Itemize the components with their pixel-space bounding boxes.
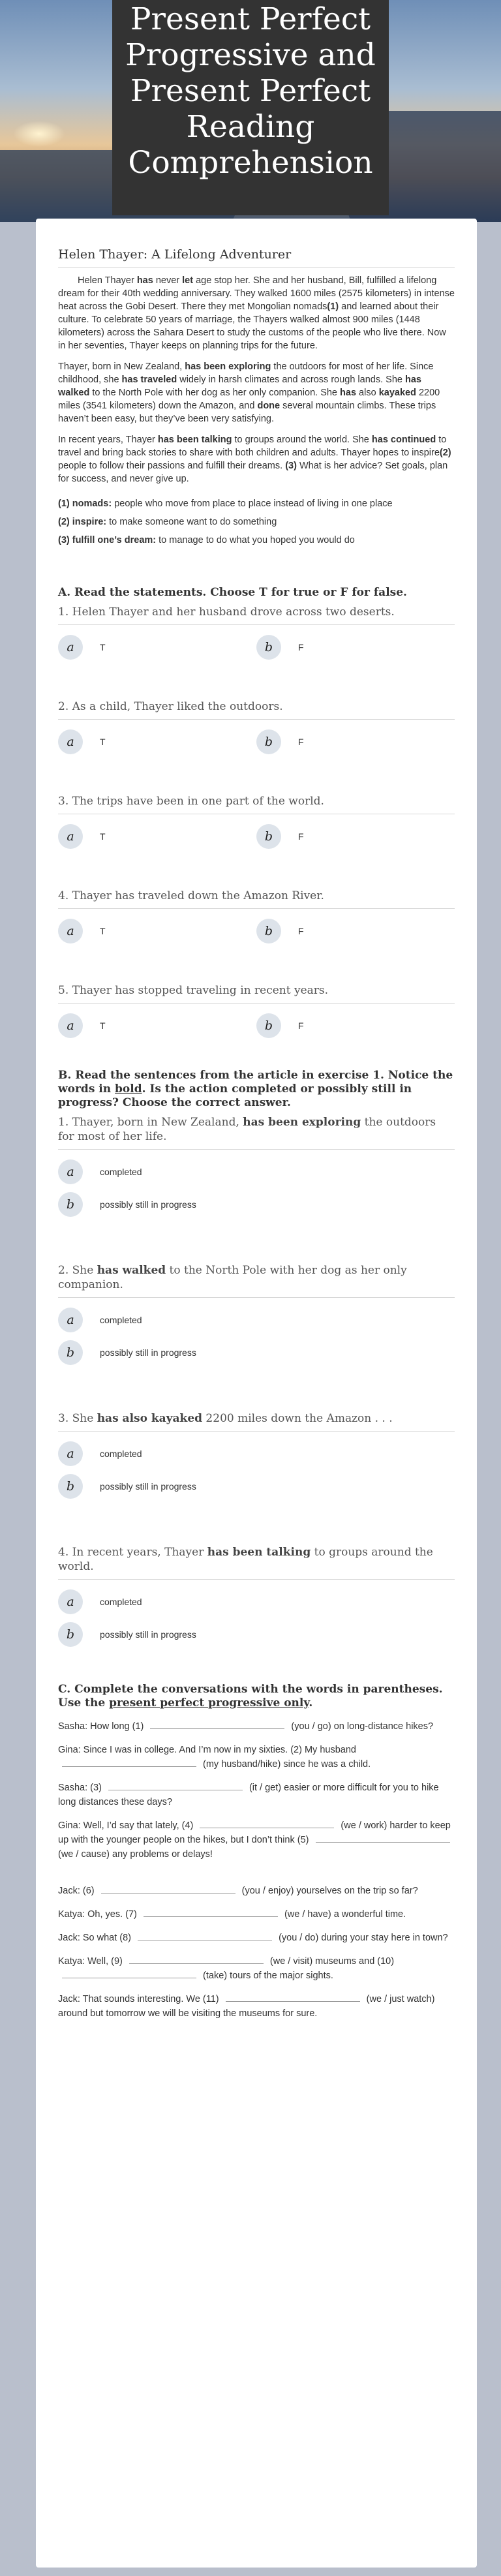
conversation-text: (my husband/hike) since he was a child. [200, 1759, 371, 1770]
title-line: Present Perfect [130, 73, 371, 109]
answer-option-b[interactable] [256, 823, 455, 850]
answer-options [58, 1589, 455, 1648]
answer-option-b[interactable] [58, 1340, 455, 1366]
answer-options [58, 634, 455, 660]
title-line: Present Perfect [130, 1, 371, 37]
option-label: possibly still in progress [100, 1199, 196, 1210]
question-pre: 4. In recent years, Thayer [58, 1546, 207, 1559]
title-box [112, 0, 389, 215]
text-run: to groups around the world. She [232, 435, 372, 445]
answer-option-a[interactable] [58, 823, 256, 850]
question-text: 2. As a child, Thayer liked the outdoors. [58, 699, 455, 720]
answer-option-b[interactable] [58, 1621, 455, 1648]
answer-option-b[interactable] [256, 1013, 455, 1039]
answer-option-a[interactable] [58, 1307, 455, 1333]
question-bold: has also kayaked [97, 1412, 203, 1425]
question-spacer [58, 1224, 455, 1258]
section-c-title: C. Complete the conversations with the words in parentheses. Use the present perfect progressive only. [58, 1683, 443, 1710]
option-letter-badge[interactable]: a [58, 1159, 83, 1184]
question-spacer [58, 755, 455, 789]
answer-option-a[interactable] [58, 1013, 256, 1039]
question-spacer [58, 850, 455, 883]
fill-blank-input[interactable] [129, 1954, 264, 1964]
glossary [58, 497, 455, 547]
option-label: possibly still in progress [100, 1481, 196, 1492]
answer-option-a[interactable] [58, 918, 256, 944]
text-run: Helen Thayer [78, 275, 137, 286]
question-spacer [58, 944, 455, 978]
conversation-text: (you / do) during your stay here in town? [276, 1933, 448, 1943]
question-pre: 3. She [58, 1412, 97, 1425]
option-letter-badge[interactable]: b [256, 1013, 281, 1038]
question-spacer [58, 1506, 455, 1540]
option-letter-badge[interactable]: b [58, 1474, 83, 1499]
option-label: completed [100, 1315, 142, 1325]
conversation-line [58, 1907, 455, 1922]
title-line: Comprehension [128, 145, 373, 181]
fill-blank-input[interactable] [226, 1992, 360, 2002]
option-label: F [298, 831, 304, 842]
option-label: completed [100, 1167, 142, 1177]
glossary-item: (2) inspire: to make someone want to do something [58, 517, 277, 527]
question-text [58, 1411, 455, 1432]
conversation-2 [58, 1884, 455, 2021]
glossary-item: (1) nomads: people who move from place to place instead of living in one place [58, 498, 393, 509]
question-text [58, 1115, 455, 1150]
section-a-title: A. Read the statements. Choose T for true or F for false. [58, 586, 407, 599]
conversation-line [58, 1884, 455, 1898]
answer-options [58, 1159, 455, 1218]
bold-phrase: (3) [285, 461, 297, 471]
question-post: to groups around the world. [58, 1546, 433, 1573]
bold-phrase: kayaked [378, 388, 416, 398]
bold-phrase: (1) [327, 301, 339, 312]
conversation-line [58, 1818, 455, 1862]
conversation-text: Sasha: How long (1) [58, 1721, 147, 1732]
conversation-text: (we / work) harder to keep up with the younger people on the hikes, but I don’t think (5) [58, 1820, 451, 1845]
answer-options [58, 823, 455, 850]
conversation-text: Jack: So what (8) [58, 1933, 134, 1943]
answer-options [58, 1307, 455, 1366]
fill-blank-input[interactable] [62, 1969, 196, 1978]
option-letter-badge[interactable]: b [58, 1340, 83, 1365]
option-letter-badge[interactable]: a [58, 919, 83, 943]
conversation-text: Gina: Well, I’d say that lately, (4) [58, 1820, 196, 1831]
answer-option-b[interactable] [256, 634, 455, 660]
option-letter-badge[interactable]: b [58, 1622, 83, 1647]
option-letter-badge[interactable]: a [58, 824, 83, 849]
fill-blank-input[interactable] [62, 1757, 196, 1767]
conversation-line [58, 1954, 455, 1983]
question-text: 1. Helen Thayer and her husband drove across two deserts. [58, 605, 455, 625]
option-letter-badge[interactable]: a [58, 635, 83, 660]
option-letter-badge[interactable]: a [58, 729, 83, 754]
bold-phrase: has been talking [157, 435, 232, 445]
conversation-text: (we / just watch) around but tomorrow we will be visiting the museums for sure. [58, 1994, 435, 2019]
answer-options [58, 1441, 455, 1499]
answer-option-a[interactable] [58, 1159, 455, 1185]
hero-banner [0, 0, 501, 222]
conversation-text: Katya: Oh, yes. (7) [58, 1909, 140, 1920]
section-a-questions [58, 605, 455, 1039]
answer-option-a[interactable] [58, 1441, 455, 1467]
conversation-text: (you / enjoy) yourselves on the trip so far? [239, 1886, 418, 1896]
article-title: Helen Thayer: A Lifelong Adventurer [58, 247, 455, 268]
conversation-text: Jack: (6) [58, 1886, 97, 1896]
bold-phrase: let [182, 275, 194, 286]
text-run: people to follow their passions and fulfill their dreams. [58, 461, 286, 471]
text-run: also [356, 388, 379, 398]
fill-blank-input[interactable] [101, 1884, 235, 1894]
title-line: Reading [186, 109, 315, 145]
glossary-item: (3) fulfill one’s dream: to manage to do what you hoped you would do [58, 535, 355, 545]
content-card [36, 219, 477, 2568]
fill-blank-input[interactable] [138, 1931, 272, 1940]
conversation-line [58, 1931, 455, 1945]
option-label: T [100, 831, 106, 842]
option-label: F [298, 642, 304, 652]
question-bold: has walked [97, 1264, 166, 1277]
option-label: completed [100, 1597, 142, 1607]
bold-phrase: (2) [439, 448, 451, 458]
option-letter-badge[interactable]: b [256, 729, 281, 754]
question-text: 4. Thayer has traveled down the Amazon River. [58, 889, 455, 909]
sun-glow [13, 121, 65, 147]
conversation-line [58, 1781, 455, 1809]
conversation-text: (we / cause) any problems or delays! [58, 1849, 213, 1860]
fill-blank-input[interactable] [200, 1818, 334, 1828]
conversation-line [58, 1719, 455, 1734]
conversation-text: Gina: Since I was in college. And I’m now in my sixties. (2) My husband [58, 1745, 356, 1755]
text-run: age stop her. She and her husband, Bill, fulfilled a lifelong dream for their 40th wedding anniversary. They walked 1600 miles (2575 kilometers) in intense heat across the Gobi Desert. There they met Mongolian nomads [58, 275, 455, 312]
bold-phrase: has [136, 275, 153, 286]
answer-option-a[interactable] [58, 634, 256, 660]
text-run: What is her advice? Set goals, plan for success, and never give up. [58, 461, 448, 484]
answer-option-a[interactable] [58, 1589, 455, 1615]
fill-blank-input[interactable] [316, 1833, 450, 1843]
option-label: possibly still in progress [100, 1629, 196, 1640]
answer-options [58, 918, 455, 944]
option-label: T [100, 1020, 106, 1031]
option-letter-badge[interactable]: a [58, 1308, 83, 1332]
option-label: possibly still in progress [100, 1347, 196, 1358]
option-label: T [100, 926, 106, 936]
article-paragraph-3 [58, 433, 455, 485]
conversation-text: (you / go) on long-distance hikes? [288, 1721, 434, 1732]
question-text [58, 1545, 455, 1580]
option-letter-badge[interactable]: b [256, 824, 281, 849]
text-run: In recent years, Thayer [58, 435, 158, 445]
text-run: to travel and bring back stories to share with both children and adults. Thayer hopes to inspire [58, 435, 447, 458]
bold-phrase: has been exploring [185, 361, 271, 372]
answer-option-b[interactable] [58, 1191, 455, 1218]
bold-phrase: has traveled [121, 375, 177, 385]
question-post: to the North Pole with her dog as her only companion. [58, 1264, 407, 1291]
question-post: 2200 miles down the Amazon . . . [202, 1412, 393, 1425]
conversation-1 [58, 1719, 455, 1862]
option-label: T [100, 642, 106, 652]
answer-option-b[interactable] [256, 918, 455, 944]
question-text: 3. The trips have been in one part of the world. [58, 794, 455, 814]
question-spacer [58, 660, 455, 694]
question-text: 5. Thayer has stopped traveling in recent years. [58, 983, 455, 1004]
page-title [112, 0, 389, 181]
conversation-text: (it / get) easier or more difficult for you to hike long distances these days? [58, 1783, 439, 1807]
option-label: completed [100, 1449, 142, 1459]
option-letter-badge[interactable]: a [58, 1589, 83, 1614]
text-run: widely in harsh climates and across rough lands. She [177, 375, 405, 385]
bold-phrase: has walked [58, 375, 421, 398]
conversation-line [58, 1992, 455, 2021]
option-letter-badge[interactable]: b [256, 919, 281, 943]
option-letter-badge[interactable]: b [58, 1192, 83, 1217]
question-pre: 2. She [58, 1264, 97, 1277]
question-bold: has been exploring [243, 1116, 361, 1129]
answer-option-b[interactable] [58, 1473, 455, 1499]
conversation-text: Sasha: (3) [58, 1783, 104, 1793]
answer-option-b[interactable] [256, 729, 455, 755]
question-pre: 1. Thayer, born in New Zealand, [58, 1116, 243, 1129]
option-label: F [298, 926, 304, 936]
conversation-text: (take) tours of the major sights. [200, 1970, 333, 1981]
question-spacer [58, 1372, 455, 1406]
question-bold: has been talking [207, 1546, 311, 1559]
section-b-questions [58, 1115, 455, 1648]
text-run: never [153, 275, 183, 286]
text-run: 2200 miles (3541 kilometers) down the Amazon, and [58, 388, 440, 411]
option-label: F [298, 1020, 304, 1031]
text-run: to the North Pole with her dog as her only companion. She [89, 388, 341, 398]
option-letter-badge[interactable]: a [58, 1441, 83, 1466]
option-label: F [298, 737, 304, 747]
conversation-line [58, 1743, 455, 1771]
text-run: and learned about their culture. To celebrate 50 years of marriage, the Thayers walked almost 900 miles (1448 kilometers) across the Sahara Desert to study the customs of the people who live there. Now in her seventies, Thayer keeps on planning trips for the future. [58, 301, 446, 351]
text-run: the outdoors for most of her life. Since childhood, she [58, 361, 434, 385]
answer-option-a[interactable] [58, 729, 256, 755]
conversation-text: Jack: That sounds interesting. We (11) [58, 1994, 222, 2004]
question-text [58, 1263, 455, 1298]
option-letter-badge[interactable]: a [58, 1013, 83, 1038]
fill-blank-input[interactable] [150, 1719, 284, 1729]
text-run: several mountain climbs. These trips haven’t been easy, but they’ve been very satisfying. [58, 401, 436, 424]
fill-blank-input[interactable] [108, 1781, 243, 1790]
fill-blank-input[interactable] [144, 1907, 278, 1917]
section-b-title: B. Read the sentences from the article in exercise 1. Notice the words in bold. Is the action completed or possibly still in progress? Choose the correct answer. [58, 1069, 453, 1109]
bold-phrase: has continued [371, 435, 436, 445]
option-letter-badge[interactable]: b [256, 635, 281, 660]
conversation-text: (we / visit) museums and (10) [267, 1956, 395, 1967]
article-paragraph-2 [58, 360, 455, 425]
conversation-text: Katya: Well, (9) [58, 1956, 125, 1967]
option-label: T [100, 737, 106, 747]
conversation-text: (we / have) a wonderful time. [281, 1909, 406, 1920]
bold-phrase: done [257, 401, 281, 411]
title-line: Progressive and [125, 37, 376, 73]
bold-phrase: has [340, 388, 357, 398]
text-run: Thayer, born in New Zealand, [58, 361, 185, 372]
answer-options [58, 1013, 455, 1039]
article-paragraph-1 [58, 274, 455, 352]
answer-options [58, 729, 455, 755]
question-post: the outdoors for most of her life. [58, 1116, 436, 1143]
